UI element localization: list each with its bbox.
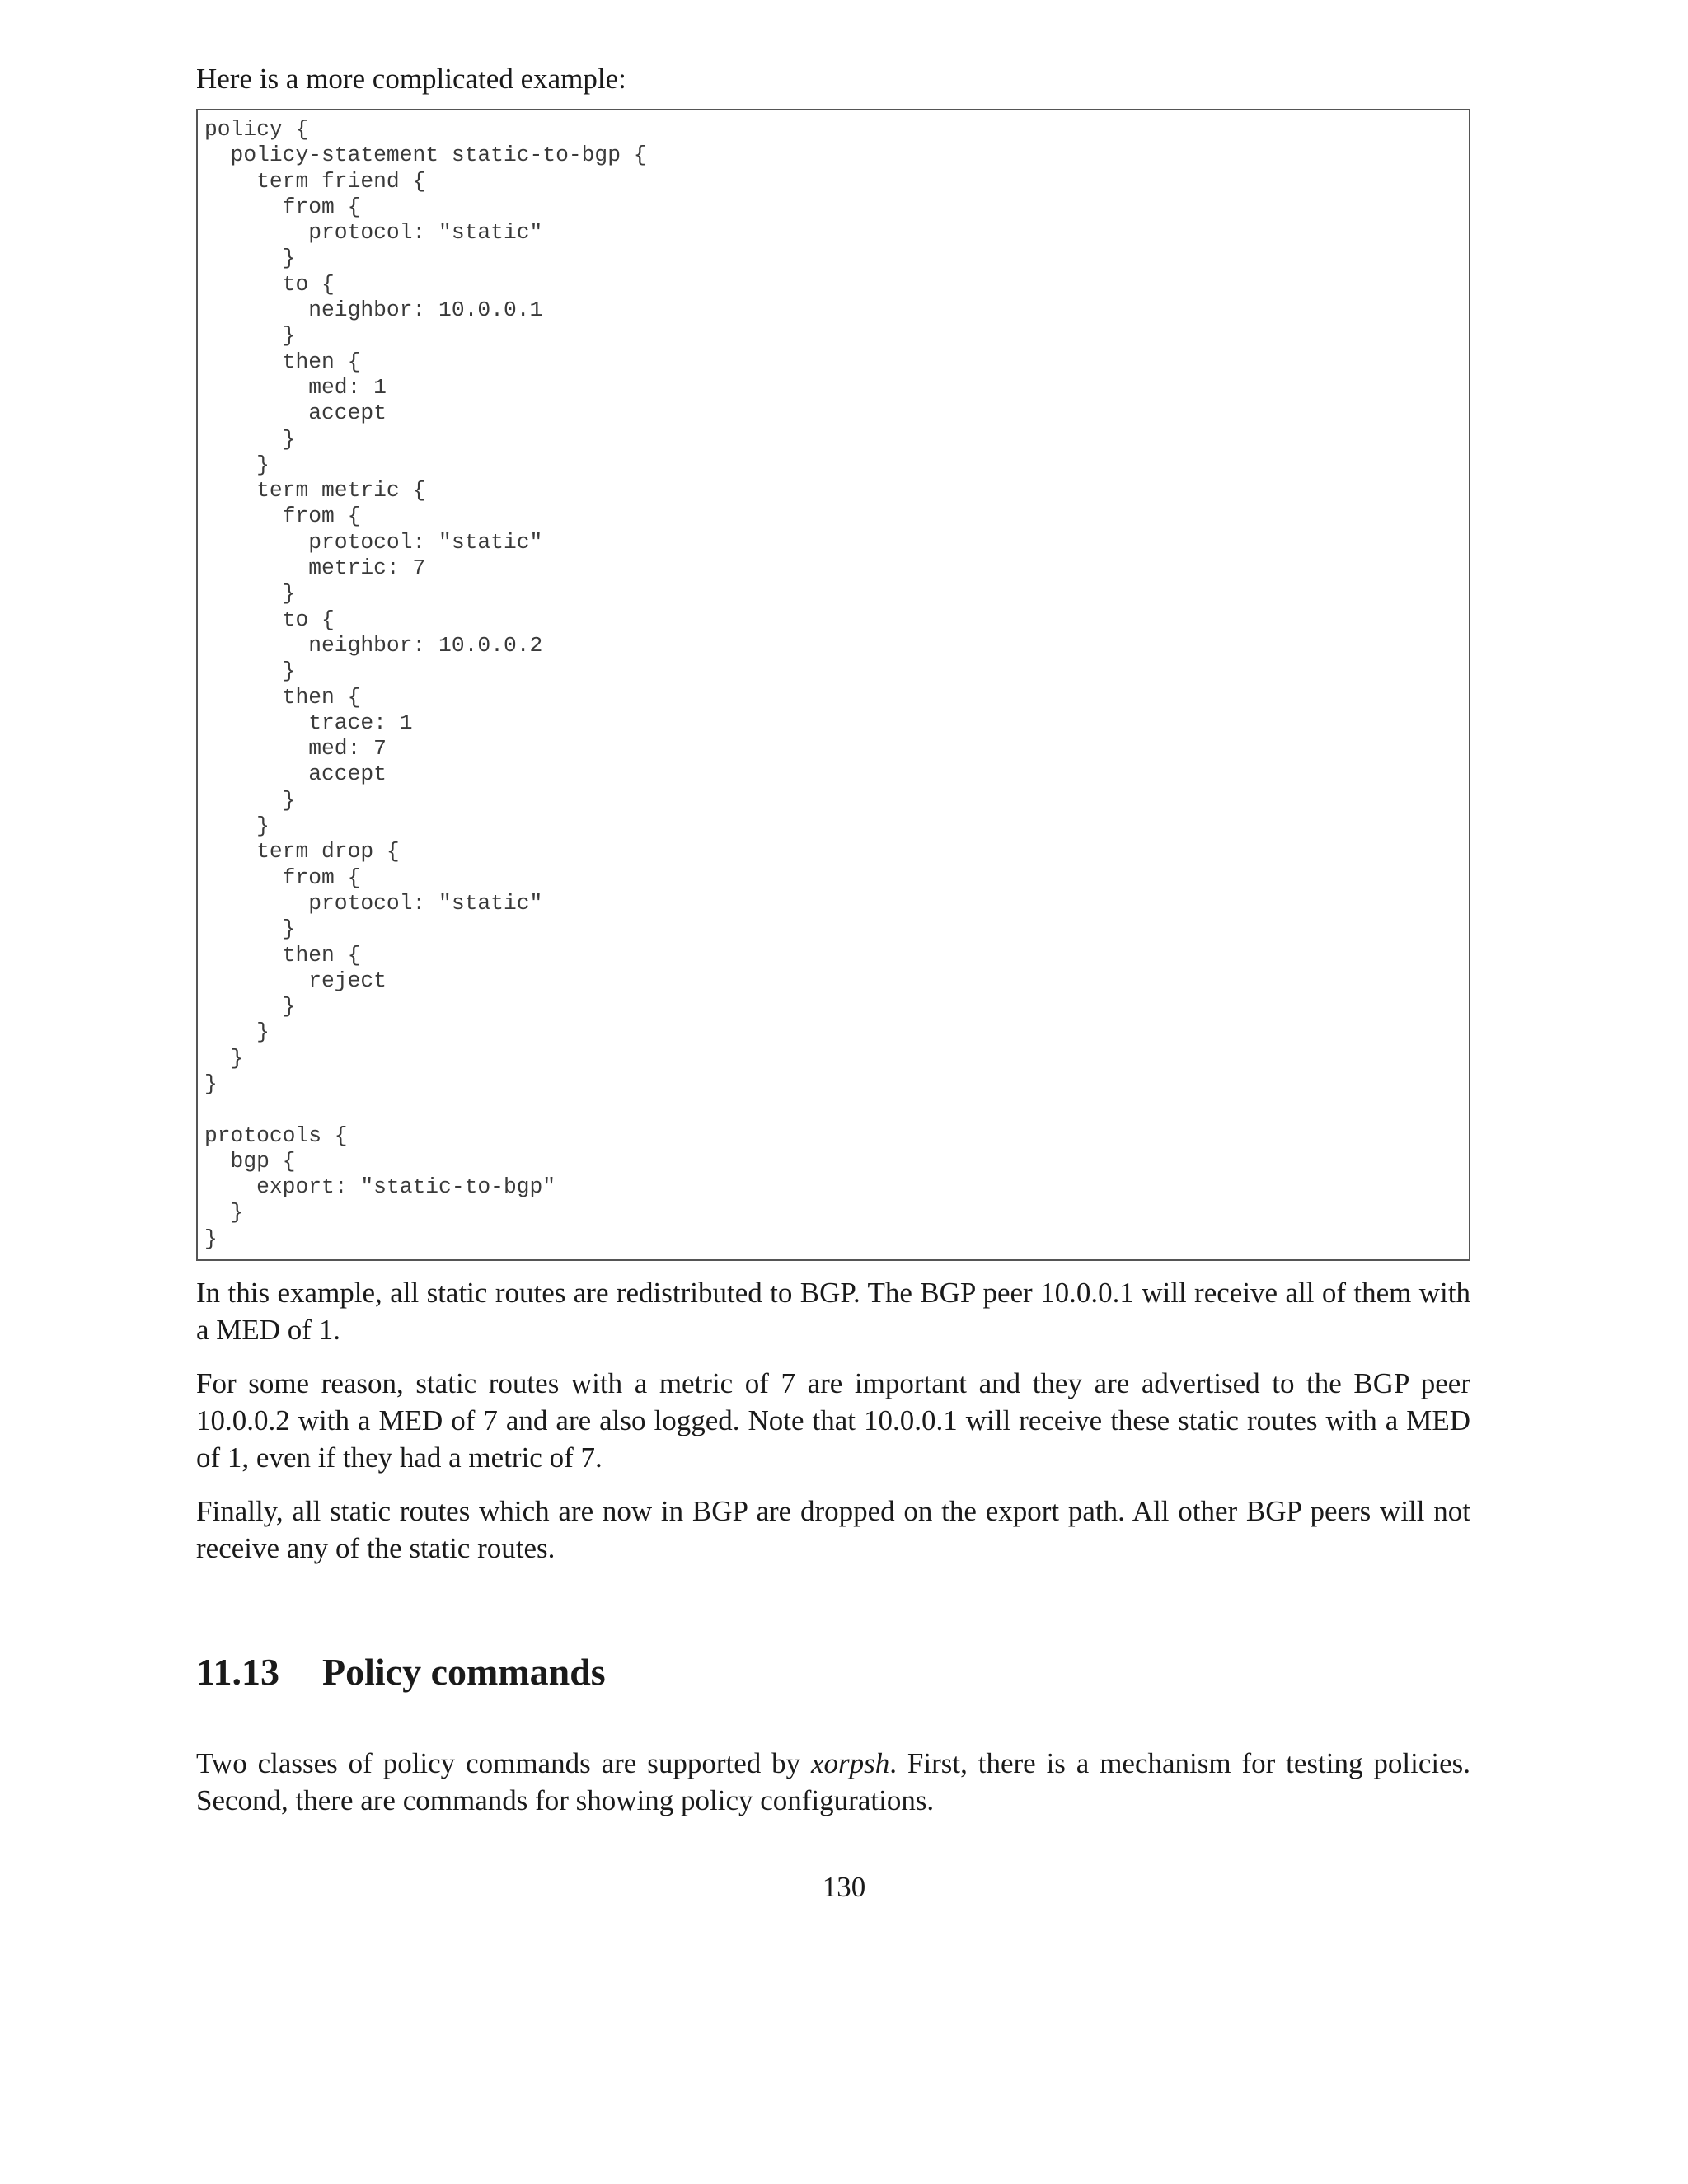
xorpsh-emphasis: xorpsh xyxy=(811,1747,890,1779)
document-page xyxy=(196,59,1470,1819)
paragraph-metric-seven: For some reason, static routes with a metric of 7 are important and they are advertised to the BGP peer 10.0.0.2 with a MED of 7 and are also logged. Note that 10.0.0.1 will receive these static routes with a MED of 1, even if they had a metric of 7. xyxy=(196,1367,1470,1474)
section-heading xyxy=(196,1649,1470,1695)
page-number: 130 xyxy=(822,1871,866,1903)
intro-text: Here is a more complicated example: xyxy=(196,63,626,95)
code-listing: policy { policy-statement static-to-bgp { term friend { from { protocol: "static" } to { neighbor: 10.0.0.1 } then { med: 1 accept } } term metric { from { protocol: "static" metric: 7 } to { neighbor: 10.0.0.2 } then { trace: 1 med: 7 accept } } term drop { from { protocol: "static" } then { reject } } } } protocols { bgp { export: "static-to-bgp" } } xyxy=(204,117,647,1251)
paragraph-policy-commands-before: Two classes of policy commands are supported by xyxy=(196,1747,811,1779)
paragraph-drop: Finally, all static routes which are now in BGP are dropped on the export path. All other BGP peers will not receive any of the static routes. xyxy=(196,1495,1470,1564)
section-number: 11.13 xyxy=(196,1651,279,1693)
paragraph-policy-commands-after: . First, there is a mechanism for testing policies. Second, there are commands for showing policy configurations. xyxy=(196,1747,1471,1816)
code-listing-box xyxy=(196,109,1470,1261)
paragraph-redistribution: In this example, all static routes are redistributed to BGP. The BGP peer 10.0.0.1 will receive all of them with a MED of 1. xyxy=(196,1277,1470,1346)
paragraph-policy-commands xyxy=(196,1745,1470,1819)
section-title: Policy commands xyxy=(322,1651,606,1693)
